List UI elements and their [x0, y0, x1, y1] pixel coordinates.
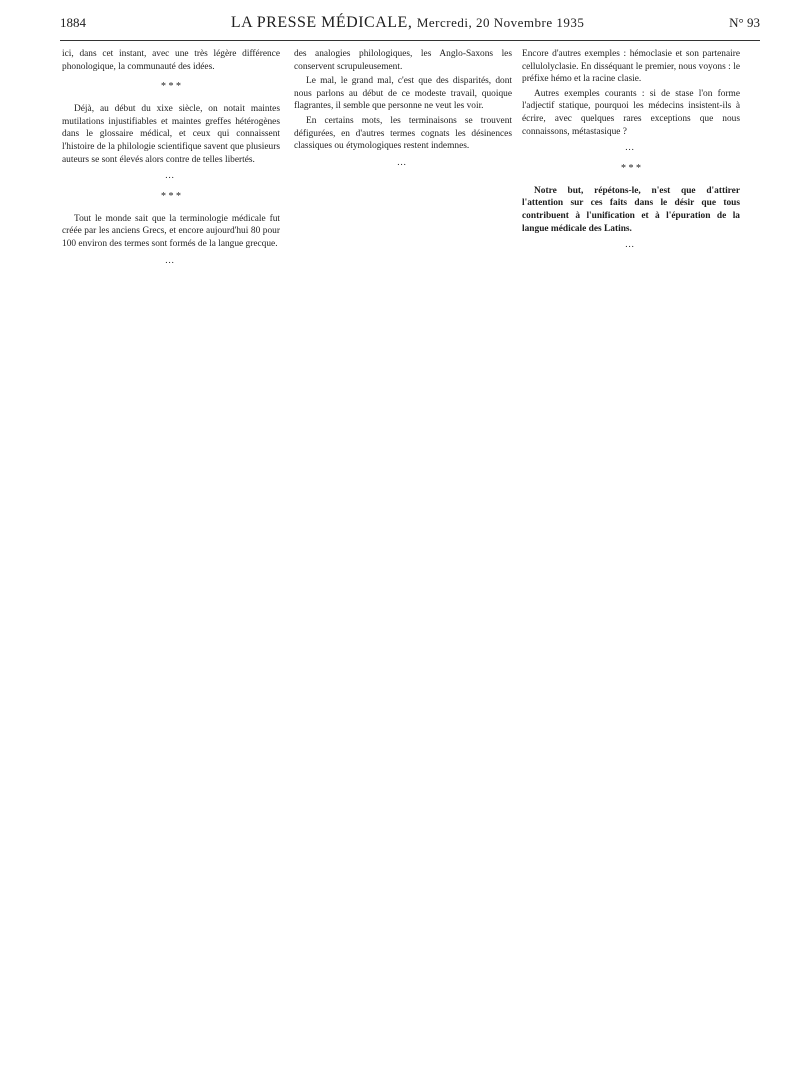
masthead [60, 14, 760, 41]
paragraph: Déjà, au début du xixe siècle, on notait maintes mutilations injustifiables et maintes greffes hétérogènes dans le glossaire médical, et ceux qui connaissent l'histoire de la philologie scientifique savent que plusieurs auteurs se sont élevés alors contre de telles libertés. [62, 104, 280, 165]
paragraph: Notre but, répétons-le, n'est que d'attirer l'attention sur ces faits dans le désir que tous contribuent à l'unification et à l'épuration de la langue médicale des Latins. [522, 185, 740, 234]
ellipsis: … [624, 240, 638, 251]
paragraph: Le mal, le grand mal, c'est que des disparités, dont nous parlons au début de ce modeste travail, quoique flagrantes, il semble que personne ne veut les voir. [294, 76, 512, 112]
ellipsis: … [164, 171, 178, 182]
paragraph: ici, dans cet instant, avec une très légère différence phonologique, la communauté des idées. [62, 49, 280, 72]
section-separator: * * * [621, 162, 641, 174]
journal-title [231, 14, 585, 32]
paragraph: En certains mots, les terminaisons se trouvent défigurées, en d'autres termes cognats les désinences classiques ou étymologiques restent indemnes. [294, 115, 512, 152]
ellipsis: … [624, 143, 638, 154]
ellipsis: … [396, 157, 410, 168]
page-number: 1884 [60, 15, 86, 30]
column-3 [522, 48, 740, 252]
issue-date: Mercredi, 20 Novembre 1935 [416, 15, 585, 30]
column-1 [62, 48, 280, 267]
paragraph: des analogies philologiques, les Anglo-Saxons les conservent scrupuleusement. [294, 49, 512, 72]
journal-name: LA PRESSE MÉDICALE, [230, 14, 413, 31]
paragraph: Tout le monde sait que la terminologie médicale fut créée par les anciens Grecs, et encore aujourd'hui 80 pour 100 environ des termes sont formés de la langue grecque. [62, 213, 280, 249]
ellipsis: … [164, 255, 178, 266]
issue-number: N° 93 [729, 15, 760, 30]
paragraph: Autres exemples courants : si de stase l'on forme l'adjectif statique, pourquoi les médecins insistent-ils à écrire, avec quelques rares exceptions que nous connaissons, métastasique ? [522, 88, 740, 137]
section-separator: * * * [161, 190, 181, 202]
column-2 [294, 48, 512, 169]
section-separator: * * * [161, 81, 181, 93]
paragraph: Encore d'autres exemples : hémoclasie et son partenaire cellulolyclasie. En disséquant le premier, nous voyons : le préfixe hémo et la racine clasie. [522, 49, 740, 85]
